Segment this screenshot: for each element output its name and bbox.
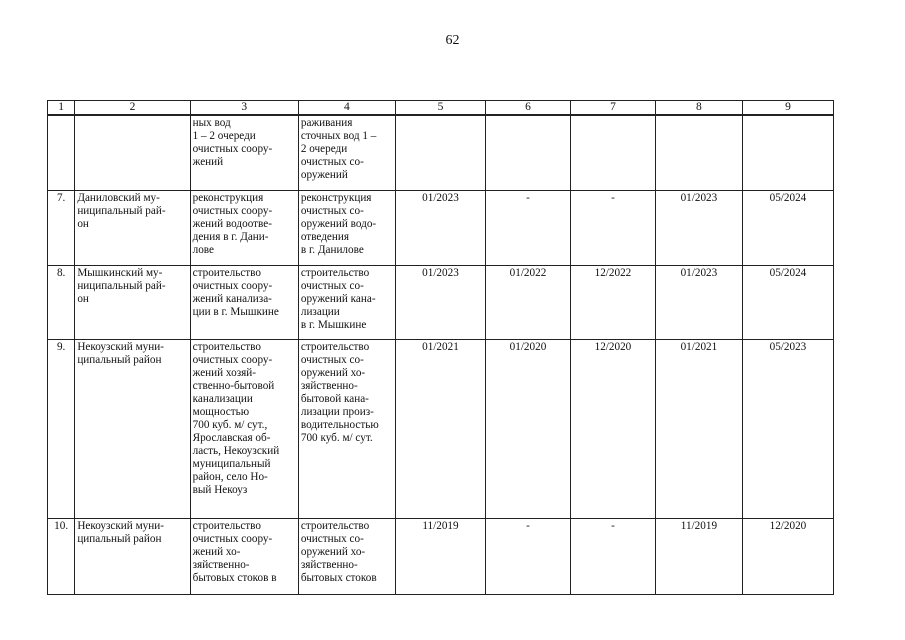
object-line: муниципальный — [192, 457, 271, 470]
object-line: ласть, Некоузский — [192, 444, 280, 457]
object-line: район, село Но- — [192, 470, 268, 483]
object-line: очистных соору- — [192, 353, 273, 366]
date-cell-c9: 05/2023 — [742, 339, 833, 518]
object-line: строительство — [192, 340, 261, 353]
object-line: лове — [192, 243, 214, 256]
scope-line: бытовой кана- — [300, 392, 369, 405]
page-number: 62 — [445, 33, 460, 48]
scope-cell — [298, 518, 395, 594]
date-cell-c9 — [742, 115, 833, 190]
table-header-row — [48, 101, 834, 116]
table-row — [48, 265, 834, 339]
scope-line: 700 куб. м/ сут. — [300, 431, 373, 444]
object-line: дения в г. Дани- — [192, 230, 269, 243]
date-cell-c8: 01/2023 — [655, 190, 742, 265]
scope-line: строительство — [300, 340, 370, 353]
district-line: ниципальный рай- — [77, 279, 166, 292]
district-line: ципальный район — [77, 532, 162, 545]
date-cell-c8: 11/2019 — [655, 518, 742, 594]
date-cell-c6: - — [485, 518, 570, 594]
object-line: зяйственно- — [192, 558, 250, 571]
header-cell: 1 — [48, 101, 75, 116]
date-cell-c6: - — [485, 190, 570, 265]
district-cell — [75, 115, 190, 190]
object-line: Ярославская об- — [192, 431, 271, 444]
object-line: бытовых стоков в — [192, 571, 277, 584]
object-line: канализации — [192, 392, 253, 405]
row-number-cell — [48, 115, 75, 190]
object-line: реконструкция — [192, 191, 264, 204]
scope-line: зяйственно- — [300, 379, 358, 392]
district-line: он — [77, 292, 89, 305]
district-cell — [75, 339, 190, 518]
date-cell-c8: 01/2021 — [655, 339, 742, 518]
date-cell-c6: 01/2020 — [485, 339, 570, 518]
table-row — [48, 518, 834, 594]
scope-line: оружений кана- — [300, 292, 376, 305]
scope-line: строительство — [300, 519, 370, 532]
scope-line: сточных вод 1 – — [300, 130, 377, 142]
scope-line: оружений хо- — [300, 545, 366, 558]
date-cell-c5: 01/2021 — [395, 339, 485, 518]
scope-line: очистных со- — [300, 279, 364, 292]
district-line: ципальный район — [77, 353, 162, 366]
scope-line: водительностью — [300, 418, 379, 431]
table-row — [48, 115, 834, 190]
date-cell-c7: - — [570, 518, 655, 594]
scope-line: в г. Мышкине — [300, 318, 367, 331]
object-line: жений канализа- — [192, 292, 272, 305]
scope-line: очистных со- — [300, 204, 364, 217]
scope-line: оружений хо- — [300, 366, 366, 379]
scope-line: реконструкция — [300, 191, 372, 204]
object-line: жений водоотве- — [192, 217, 272, 230]
table-row — [48, 190, 834, 265]
scope-cell — [298, 339, 395, 518]
object-line: ственно-бытовой — [192, 379, 275, 392]
object-line: очистных соору- — [192, 532, 273, 545]
scope-line: строительство — [300, 266, 370, 279]
object-line: очистных соору- — [192, 204, 273, 217]
district-line: он — [77, 217, 89, 230]
table-row — [48, 339, 834, 518]
object-line: жений хозяй- — [192, 366, 256, 379]
date-cell-c7: - — [570, 190, 655, 265]
header-cell: 2 — [75, 101, 190, 116]
date-cell-c7 — [570, 115, 655, 190]
date-cell-c9: 05/2024 — [742, 265, 833, 339]
object-line: очистных соору- — [192, 279, 273, 292]
object-cell — [190, 190, 298, 265]
district-cell — [75, 518, 190, 594]
scope-line: в г. Данилове — [300, 243, 364, 256]
scope-line: лизации произ- — [300, 405, 374, 418]
header-cell: 4 — [298, 101, 395, 116]
object-cell — [190, 265, 298, 339]
header-cell: 9 — [742, 101, 833, 116]
district-line: Даниловский му- — [77, 191, 160, 204]
object-line: ции в г. Мышкине — [192, 305, 279, 318]
header-cell: 3 — [190, 101, 298, 116]
district-cell — [75, 190, 190, 265]
row-number-cell: 10. — [48, 518, 75, 594]
header-cell: 5 — [395, 101, 485, 116]
object-line: очистных соору- — [192, 143, 273, 155]
date-cell-c9: 12/2020 — [742, 518, 833, 594]
object-line: 1 – 2 очереди — [192, 130, 256, 142]
date-cell-c5 — [395, 115, 485, 190]
object-line: ных вод — [192, 117, 231, 129]
date-cell-c5: 01/2023 — [395, 190, 485, 265]
scope-line: очистных со- — [300, 353, 364, 366]
date-cell-c7: 12/2022 — [570, 265, 655, 339]
date-cell-c5: 11/2019 — [395, 518, 485, 594]
district-line: Мышкинский му- — [77, 266, 163, 279]
row-number-cell: 9. — [48, 339, 75, 518]
scope-line: раживания — [300, 117, 353, 129]
scope-cell — [298, 115, 395, 190]
scope-line: отведения — [300, 230, 350, 243]
object-line: мощностью — [192, 405, 250, 418]
object-line: 700 куб. м/ сут., — [192, 418, 268, 431]
district-line: Некоузский муни- — [77, 340, 164, 353]
scope-line: бытовых стоков — [300, 571, 377, 584]
scope-cell — [298, 190, 395, 265]
date-cell-c8 — [655, 115, 742, 190]
object-cell — [190, 518, 298, 594]
date-cell-c6: 01/2022 — [485, 265, 570, 339]
scope-line: 2 очереди — [300, 143, 348, 155]
header-cell: 6 — [485, 101, 570, 116]
header-cell: 8 — [655, 101, 742, 116]
header-cell: 7 — [570, 101, 655, 116]
scope-line: оружений водо- — [300, 217, 377, 230]
scope-cell — [298, 265, 395, 339]
date-cell-c8: 01/2023 — [655, 265, 742, 339]
object-cell — [190, 339, 298, 518]
district-line: Некоузский муни- — [77, 519, 164, 532]
district-cell — [75, 265, 190, 339]
schedule-table — [47, 100, 834, 595]
date-cell-c5: 01/2023 — [395, 265, 485, 339]
scope-line: зяйственно- — [300, 558, 358, 571]
object-line: вый Некоуз — [192, 483, 248, 496]
object-cell — [190, 115, 298, 190]
scope-line: оружений — [300, 169, 348, 181]
date-cell-c6 — [485, 115, 570, 190]
object-line: строительство — [192, 519, 261, 532]
scope-line: лизации — [300, 305, 340, 318]
scope-line: очистных со- — [300, 532, 364, 545]
object-line: строительство — [192, 266, 261, 279]
object-line: жений хо- — [192, 545, 241, 558]
date-cell-c9: 05/2024 — [742, 190, 833, 265]
district-line: ниципальный рай- — [77, 204, 166, 217]
scope-line: очистных со- — [300, 156, 364, 168]
row-number-cell: 8. — [48, 265, 75, 339]
date-cell-c7: 12/2020 — [570, 339, 655, 518]
object-line: жений — [192, 156, 224, 168]
row-number-cell: 7. — [48, 190, 75, 265]
